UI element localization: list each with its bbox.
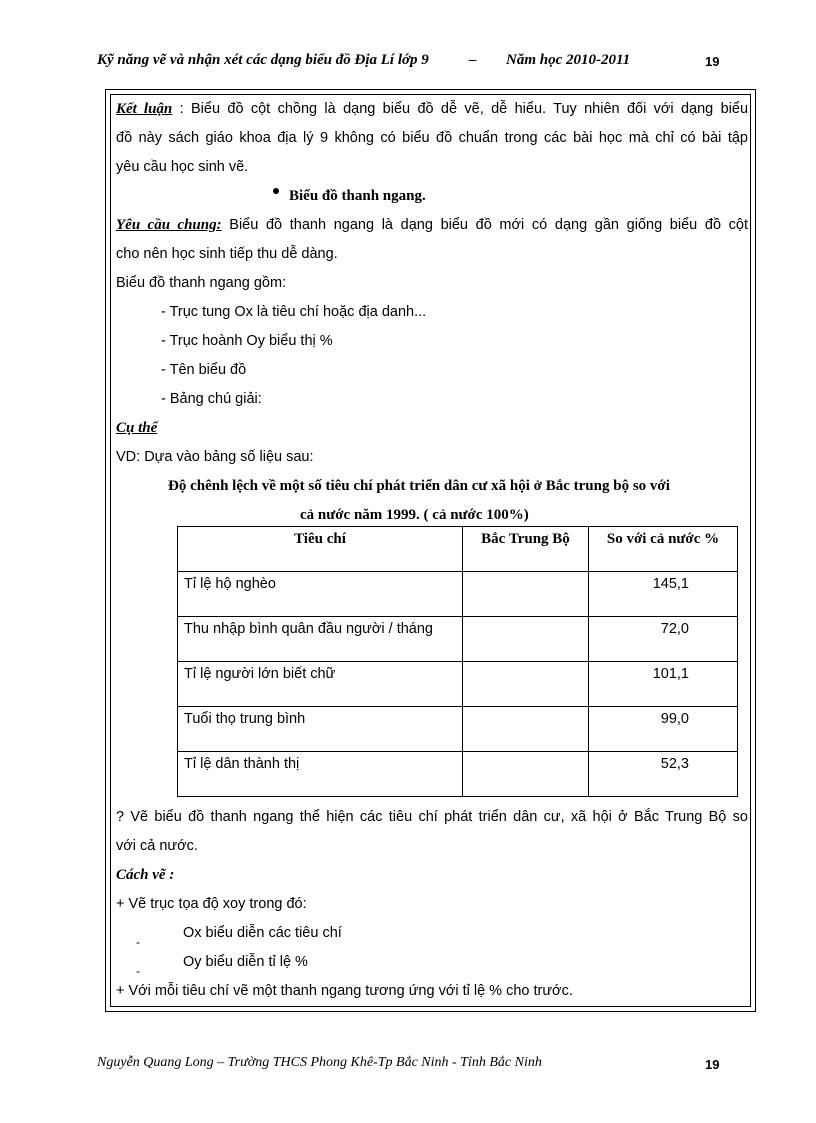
section-title-row — [116, 182, 748, 211]
table-header-row — [178, 527, 738, 572]
table-row — [178, 752, 738, 797]
question-line-2: với cả nước. — [116, 838, 198, 854]
header-title: Kỹ năng vẽ và nhận xét các dạng biểu đồ Địa Lí lớp 9 — [97, 52, 429, 68]
example-text: VD: Dựa vào bảng số liệu sau: — [116, 449, 314, 465]
table-title-line-1: Độ chênh lệch về một số tiêu chí phát triển dân cư xã hội ở Bắc trung bộ so với — [168, 478, 670, 494]
value-cell: 72,0 — [589, 617, 738, 662]
region-cell — [463, 707, 589, 752]
components-intro: Biểu đồ thanh ngang gồm: — [116, 275, 287, 291]
data-table — [177, 526, 738, 797]
header-year: Năm học 2010-2011 — [506, 52, 631, 68]
specific-label: Cụ thể — [116, 420, 158, 436]
requirement-line-1: Yêu cầu chung: Biểu đồ thanh ngang là dạng biểu đồ mới có dạng gần giống biểu đồ cột — [116, 217, 749, 233]
criterion-cell: Tỉ lệ dân thành thị — [178, 752, 463, 797]
value-cell: 52,3 — [589, 752, 738, 797]
dash-mark: - — [136, 935, 140, 949]
document-body-lower — [116, 803, 748, 1006]
region-cell — [463, 617, 589, 662]
value-cell: 145,1 — [589, 572, 738, 617]
table-header: So với cả nước % — [589, 527, 738, 572]
method-sub-item: -Ox biểu diễn các tiêu chí — [116, 919, 748, 948]
table-row — [178, 662, 738, 707]
table-row — [178, 707, 738, 752]
value-cell: 101,1 — [589, 662, 738, 707]
component-item: - Trục tung Ox là tiêu chí hoặc địa danh... — [161, 304, 427, 320]
criterion-cell: Tỉ lệ người lớn biết chữ — [178, 662, 463, 707]
criterion-cell: Tuổi thọ trung bình — [178, 707, 463, 752]
region-cell — [463, 662, 589, 707]
method-step-1: + Vẽ trục tọa độ xoy trong đó: — [116, 896, 307, 912]
specific-label-row — [116, 414, 748, 443]
region-cell — [463, 752, 589, 797]
header-page-number: 19 — [705, 54, 720, 69]
dash-mark: - — [136, 964, 140, 978]
table-header: Bắc Trung Bộ — [463, 527, 589, 572]
component-item: - Tên biểu đồ — [161, 362, 247, 378]
value-cell: 99,0 — [589, 707, 738, 752]
conclusion-line-2: đồ này sách giáo khoa địa lý 9 không có biểu đồ chuẩn trong các bài học mà chỉ có bài tập — [116, 130, 748, 146]
header-dash: – — [469, 52, 477, 68]
document-body — [116, 95, 748, 530]
question-line-1: ? Vẽ biểu đồ thanh ngang thể hiện các tiêu chí phát triển dân cư, xã hội ở Bắc Trung Bộ so — [116, 809, 748, 825]
table-header: Tiêu chí — [178, 527, 463, 572]
table-row — [178, 572, 738, 617]
table-title-line-2: cả nước năm 1999. ( cả nước 100%) — [300, 507, 529, 523]
method-label-row — [116, 861, 748, 890]
requirement-line-2: cho nên học sinh tiếp thu dễ dàng. — [116, 246, 338, 262]
region-cell — [463, 572, 589, 617]
table-row — [178, 617, 738, 662]
section-title: Biểu đồ thanh ngang. — [289, 188, 426, 204]
criterion-cell: Tỉ lệ hộ nghèo — [178, 572, 463, 617]
page-footer: Nguyễn Quang Long – Trường THCS Phong Khê-Tp Bắc Ninh - Tỉnh Bắc Ninh — [97, 1055, 542, 1070]
method-step-2: + Với mỗi tiêu chí vẽ một thanh ngang tương ứng với tỉ lệ % cho trước. — [116, 983, 573, 999]
conclusion-label: Kết luận — [116, 101, 173, 117]
footer-page-number: 19 — [705, 1057, 720, 1072]
criterion-cell: Thu nhập bình quân đầu người / tháng — [178, 617, 463, 662]
bullet-icon — [273, 188, 279, 194]
conclusion-line-3: yêu cầu học sinh vẽ. — [116, 159, 249, 175]
component-item: - Trục hoành Oy biểu thị % — [161, 333, 333, 349]
conclusion-line-1: Kết luận : Biểu đồ cột chồng là dạng biểu đồ dễ vẽ, dễ hiểu. Tuy nhiên đối với dạng biểu — [116, 101, 749, 117]
component-item: - Bảng chú giải: — [161, 391, 262, 407]
requirement-label: Yêu cầu chung: — [116, 217, 222, 233]
method-label: Cách vẽ : — [116, 867, 175, 883]
method-sub-item: -Oy biểu diễn tỉ lệ % — [116, 948, 748, 977]
